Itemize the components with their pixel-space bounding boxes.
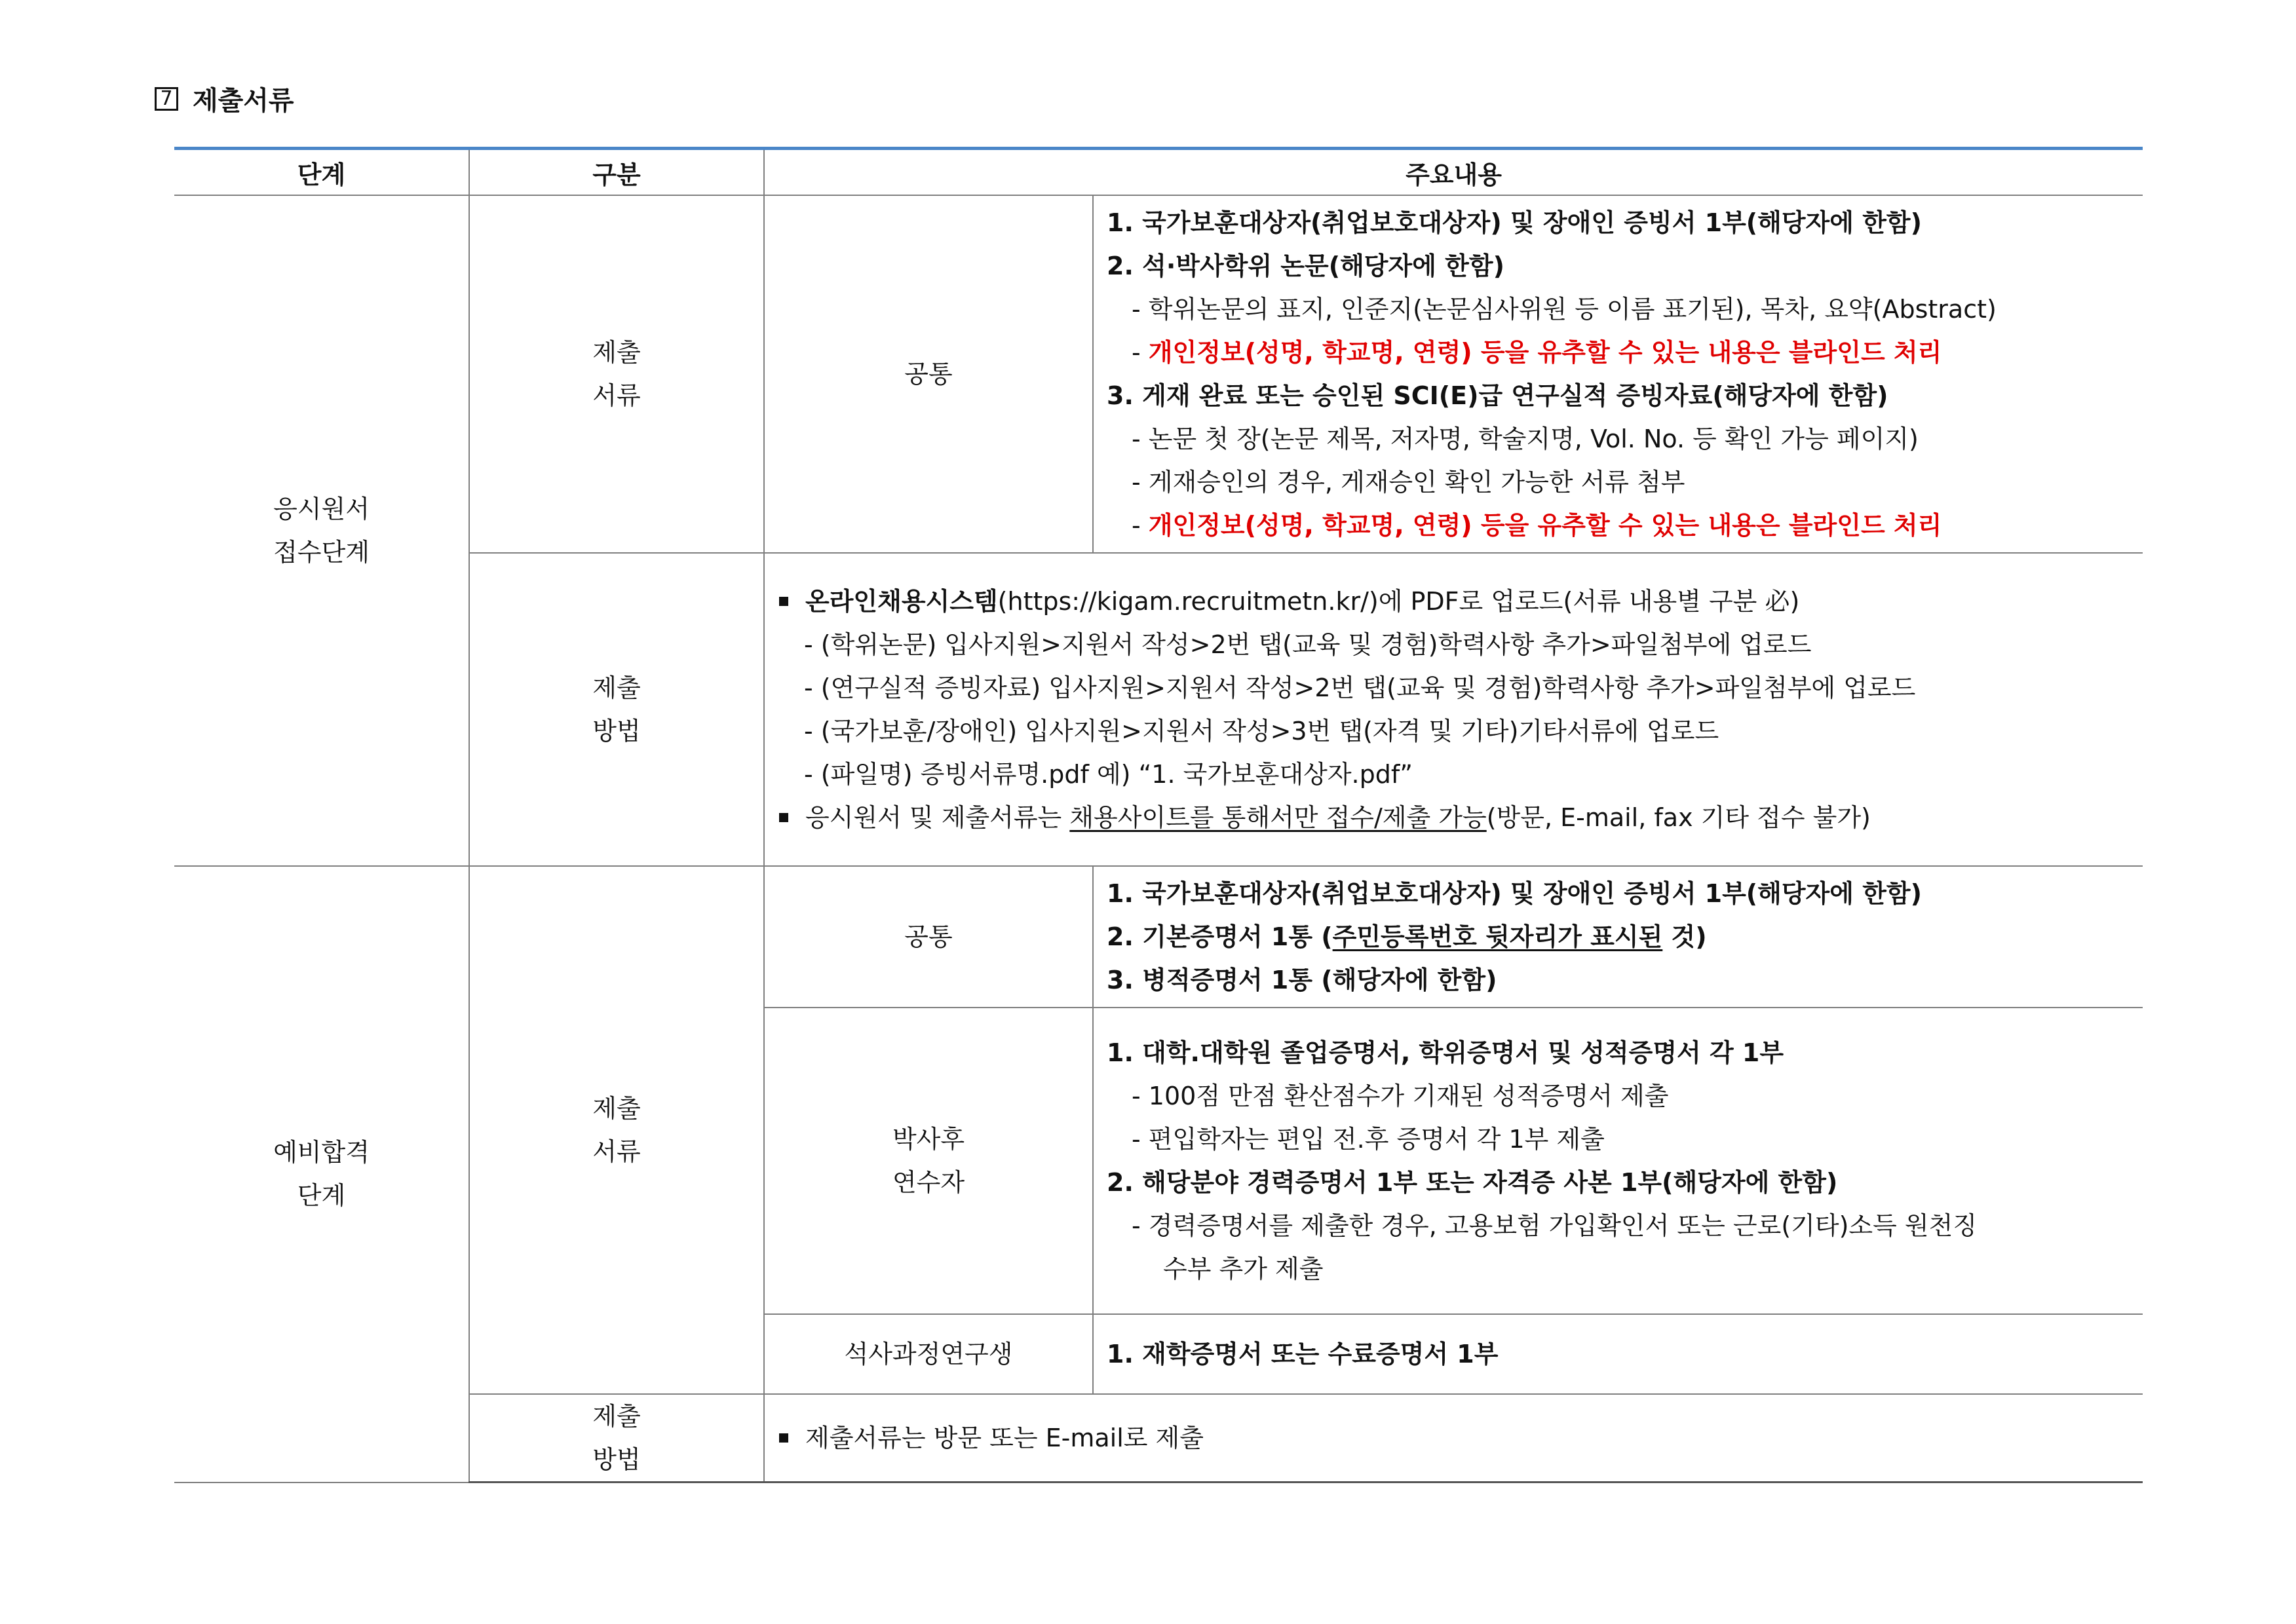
list-item: - 게재승인의 경우, 게재승인 확인 가능한 서류 첨부 xyxy=(1132,468,1685,497)
list-item: - 편입학자는 편입 전.후 증명서 각 1부 제출 xyxy=(1132,1125,1605,1154)
list-item: 1. 재학증명서 또는 수료증명서 1부 xyxy=(1107,1340,1499,1369)
list-item: - 학위논문의 표지, 인준지(논문심사위원 등 이름 표기된), 목차, 요약(Abstract) xyxy=(1132,295,1997,324)
list-item: - (학위논문) 입사지원>지원서 작성>2번 탭(교육 및 경험)학력사항 추가>파일첨부에 업로드 xyxy=(804,630,1812,659)
apply-common-label: 공통 xyxy=(764,195,1093,553)
list-item: 제출서류는 방문 또는 E-mail로 제출 xyxy=(765,1416,2130,1460)
prelim-method-content xyxy=(764,1394,2143,1482)
prelim-common-content xyxy=(1093,866,2143,1008)
list-item: 2. 기본증명서 1통 (주민등록번호 뒷자리가 표시된 것) xyxy=(1107,922,1707,951)
master-label: 석사과정연구생 xyxy=(764,1314,1093,1394)
apply-common-content xyxy=(1093,195,2143,553)
header-category: 구분 xyxy=(469,149,764,196)
list-item: - (연구실적 증빙자료) 입사지원>지원서 작성>2번 탭(교육 및 경험)학력사항 추가>파일첨부에 업로드 xyxy=(804,673,1916,702)
table-header-row xyxy=(174,149,2143,196)
table-row xyxy=(174,866,2143,1008)
apply-method-content xyxy=(764,553,2143,866)
list-item: 3. 게재 완료 또는 승인된 SCI(E)급 연구실적 증빙자료(해당자에 한함) xyxy=(1107,381,1888,410)
list-item: 온라인채용시스템(https://kigam.recruitmetn.kr/)에 PDF로 업로드(서류 내용별 구분 必) xyxy=(765,580,2130,623)
list-item: - (파일명) 증빙서류명.pdf 예) “1. 국가보훈대상자.pdf” xyxy=(804,760,1413,789)
list-item: 응시원서 및 제출서류는 채용사이트를 통해서만 접수/제출 가능(방문, E-mail, fax 기타 접수 불가) xyxy=(765,796,2130,839)
category-prelim-docs: 제출 서류 xyxy=(469,866,764,1394)
square-bullet-icon xyxy=(779,597,788,606)
table-row xyxy=(174,195,2143,553)
section-number-box: 7 xyxy=(155,87,178,111)
postdoc-content xyxy=(1093,1008,2143,1314)
table-row xyxy=(174,1394,2143,1482)
list-item: - 100점 만점 환산점수가 기재된 성적증명서 제출 xyxy=(1132,1082,1669,1110)
category-prelim-method: 제출 방법 xyxy=(469,1394,764,1482)
section-heading xyxy=(155,80,294,117)
stage-apply: 응시원서 접수단계 xyxy=(174,195,469,866)
list-item: 수부 추가 제출 xyxy=(1163,1255,1324,1283)
list-item: 1. 대학.대학원 졸업증명서, 학위증명서 및 성적증명서 각 1부 xyxy=(1107,1038,1784,1067)
square-bullet-icon xyxy=(779,813,788,822)
square-bullet-icon xyxy=(779,1433,788,1443)
prelim-common-label: 공통 xyxy=(764,866,1093,1008)
table-row xyxy=(174,553,2143,866)
stage-prelim: 예비합격 단계 xyxy=(174,866,469,1482)
list-item: 1. 국가보훈대상자(취업보호대상자) 및 장애인 증빙서 1부(해당자에 한함) xyxy=(1107,208,1922,237)
header-content: 주요내용 xyxy=(764,149,2143,196)
documents-table xyxy=(174,147,2143,1483)
list-item: - 개인정보(성명, 학교명, 연령) 등을 유추할 수 있는 내용은 블라인드 처리 xyxy=(1132,338,1942,367)
list-item: 1. 국가보훈대상자(취업보호대상자) 및 장애인 증빙서 1부(해당자에 한함) xyxy=(1107,879,1922,908)
list-item: - 개인정보(성명, 학교명, 연령) 등을 유추할 수 있는 내용은 블라인드 처리 xyxy=(1132,511,1942,540)
list-item: 2. 해당분야 경력증명서 1부 또는 자격증 사본 1부(해당자에 한함) xyxy=(1107,1168,1838,1197)
list-item: - (국가보훈/장애인) 입사지원>지원서 작성>3번 탭(자격 및 기타)기타서류에 업로드 xyxy=(804,717,1719,746)
list-item: 3. 병적증명서 1통 (해당자에 한함) xyxy=(1107,966,1497,994)
postdoc-label: 박사후 연수자 xyxy=(764,1008,1093,1314)
category-apply-method: 제출 방법 xyxy=(469,553,764,866)
master-content xyxy=(1093,1314,2143,1394)
header-stage: 단계 xyxy=(174,149,469,196)
list-item: - 논문 첫 장(논문 제목, 저자명, 학술지명, Vol. No. 등 확인 가능 페이지) xyxy=(1132,425,1919,453)
category-apply-docs: 제출 서류 xyxy=(469,195,764,553)
section-title: 제출서류 xyxy=(193,86,294,116)
list-item: 2. 석·박사학위 논문(해당자에 한함) xyxy=(1107,252,1504,280)
list-item: - 경력증명서를 제출한 경우, 고용보험 가입확인서 또는 근로(기타)소득 원천징 xyxy=(1132,1211,1978,1240)
